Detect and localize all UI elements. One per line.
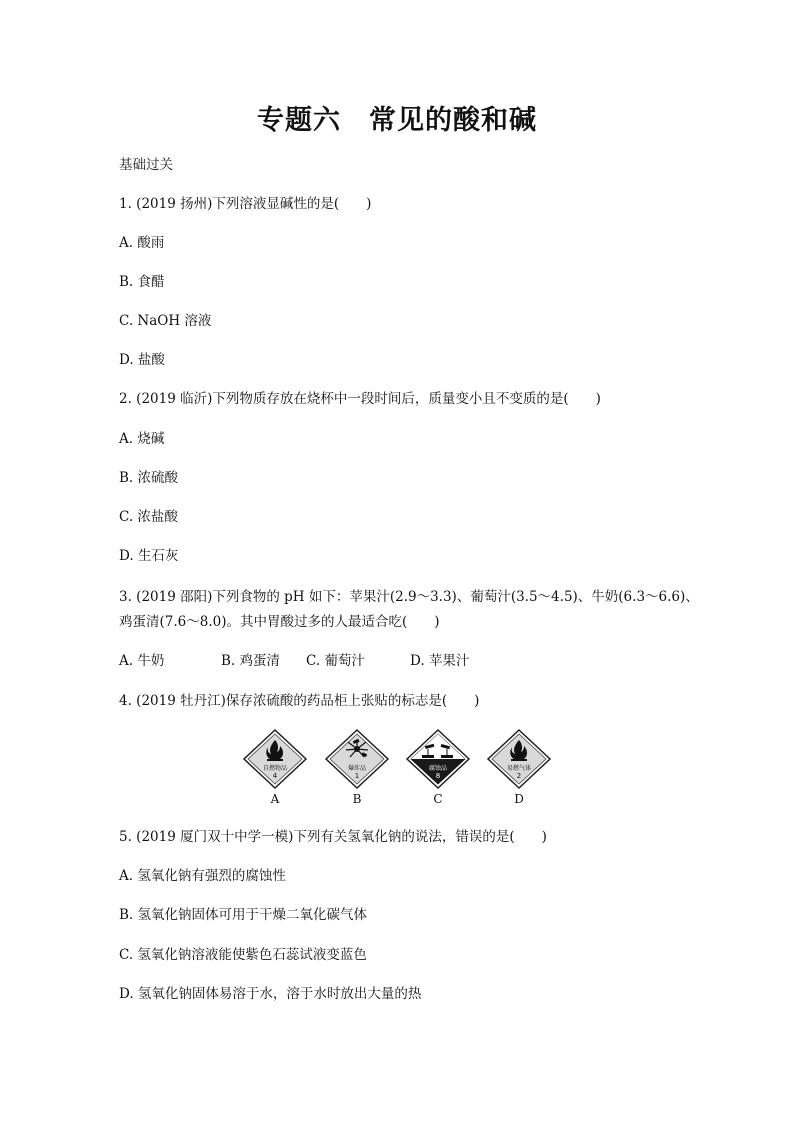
- hazard-sign-b: [322, 728, 392, 808]
- question-2-option-d: D. 生石灰: [119, 548, 179, 564]
- hazard-sign-a: [240, 728, 310, 808]
- question-5-option-b: B. 氢氧化钠固体可用于干燥二氧化碳气体: [119, 907, 368, 923]
- question-1-stem: 1. (2019 扬州)下列溶液显碱性的是( ): [119, 196, 372, 212]
- hazard-sign-a-label: 自燃物品: [262, 765, 287, 772]
- hazard-sign-b-label: 爆炸品: [347, 765, 366, 772]
- question-3-stem-line-1: 3. (2019 邵阳)下列食物的 pH 如下：苹果汁(2.9～3.3)、葡萄汁(3.5～4.5)、牛奶(6.3～6.6)、: [119, 589, 699, 605]
- corrosive-icon: [403, 728, 473, 790]
- question-1-option-b: B. 食醋: [119, 274, 165, 290]
- hazard-sign-d: [484, 728, 554, 808]
- hazard-sign-c-label: 腐蚀品: [428, 765, 447, 772]
- question-5-stem: 5. (2019 厦门双十中学一模)下列有关氢氧化钠的说法，错误的是( ): [119, 829, 547, 845]
- question-2-option-a: A. 烧碱: [119, 431, 165, 447]
- question-3-option-c: C. 葡萄汁: [306, 653, 365, 669]
- question-1-option-d: D. 盐酸: [119, 352, 165, 368]
- hazard-sign-c: [403, 728, 473, 808]
- page-title: 专题六 常见的酸和碱: [257, 105, 537, 136]
- flame-icon: [484, 728, 554, 790]
- hazard-sign-d-class: 2: [516, 772, 522, 780]
- question-5-option-d: D. 氢氧化钠固体易溶于水，溶于水时放出大量的热: [119, 986, 422, 1002]
- hazard-signs-figure: [240, 728, 560, 808]
- question-1-option-a: A. 酸雨: [119, 235, 165, 251]
- hazard-sign-d-letter: D: [514, 792, 524, 806]
- hazard-sign-c-letter: C: [433, 792, 443, 806]
- hazard-sign-a-letter: A: [270, 792, 280, 806]
- section-heading: 基础过关: [119, 157, 173, 173]
- question-3-option-d: D. 苹果汁: [410, 653, 470, 669]
- question-3-stem-line-2: 鸡蛋清(7.6～8.0)。其中胃酸过多的人最适合吃( ): [119, 614, 440, 630]
- hazard-sign-c-class: 8: [435, 772, 441, 780]
- question-1-option-c: C. NaOH 溶液: [119, 313, 212, 329]
- question-5-option-c: C. 氢氧化钠溶液能使紫色石蕊试液变蓝色: [119, 947, 367, 963]
- question-3-option-b: B. 鸡蛋清: [221, 653, 281, 669]
- question-2-option-b: B. 浓硫酸: [119, 470, 179, 486]
- question-3-option-a: A. 牛奶: [119, 653, 165, 669]
- question-2-stem: 2. (2019 临沂)下列物质存放在烧杯中一段时间后，质量变小且不变质的是( ): [119, 391, 601, 407]
- question-2-option-c: C. 浓盐酸: [119, 509, 178, 525]
- hazard-sign-b-class: 1: [354, 772, 360, 780]
- hazard-sign-d-label: 易燃气体: [506, 765, 531, 772]
- hazard-sign-a-class: 4: [272, 772, 278, 780]
- question-4-stem: 4. (2019 牡丹江)保存浓硫酸的药品柜上张贴的标志是( ): [119, 693, 480, 709]
- explosion-icon: [322, 728, 392, 790]
- hazard-sign-b-letter: B: [352, 792, 362, 806]
- question-5-option-a: A. 氢氧化钠有强烈的腐蚀性: [119, 868, 286, 884]
- flame-icon: [240, 728, 310, 790]
